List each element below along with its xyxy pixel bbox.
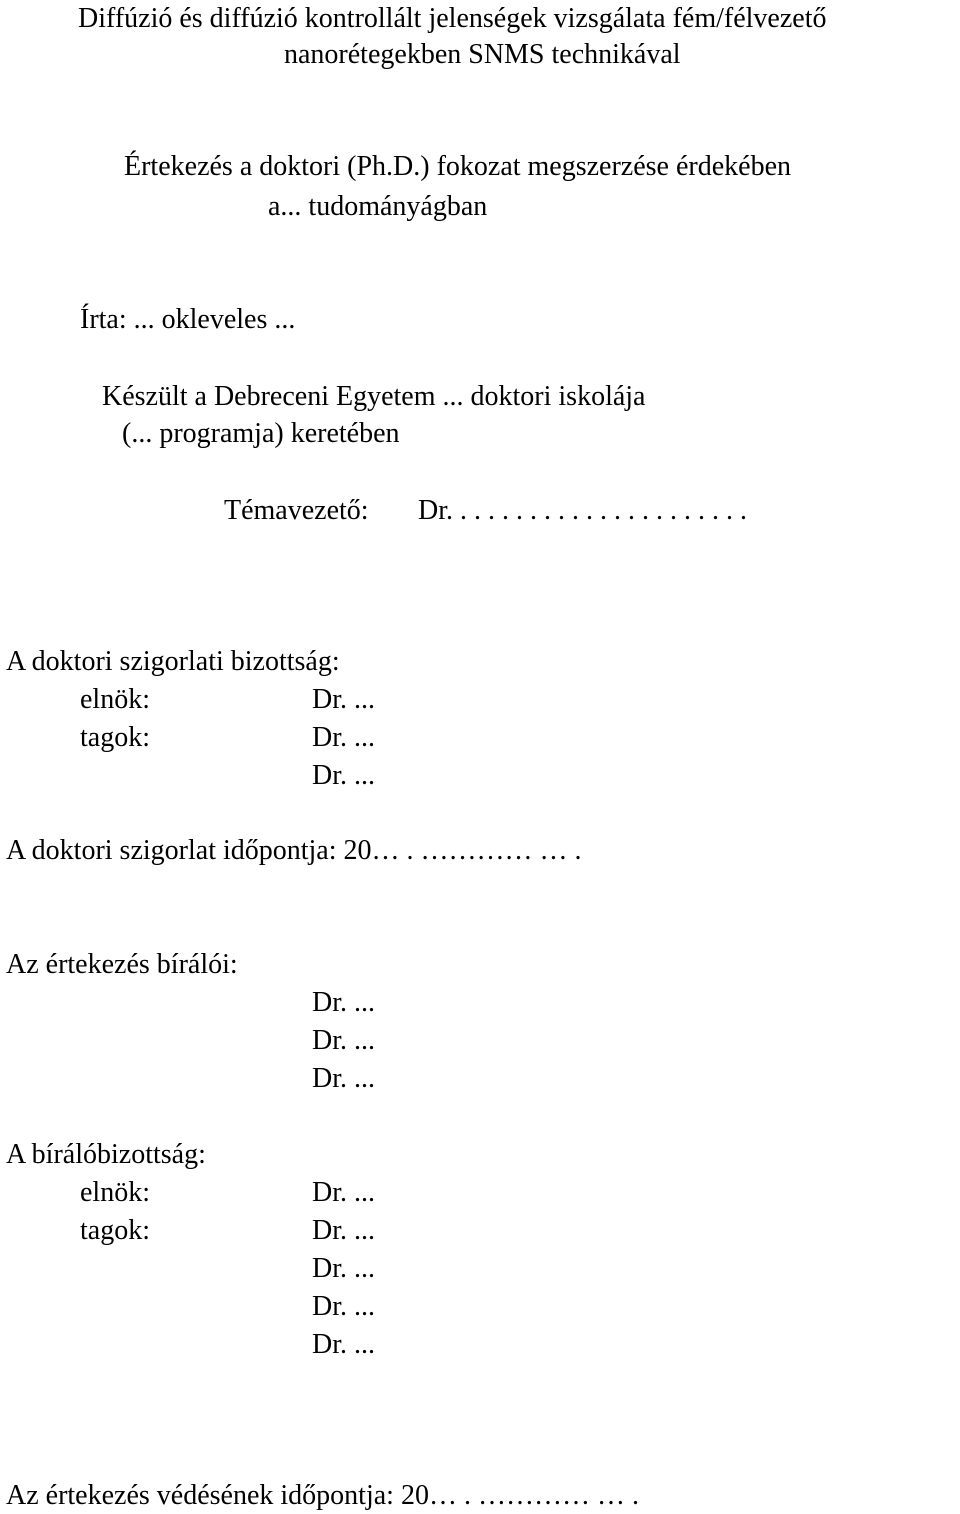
review-committee-heading: A bírálóbizottság: xyxy=(6,1139,206,1170)
supervisor-value: Dr. . . . . . . . . . . . . . . . . . . . . . xyxy=(418,495,747,526)
review-committee-name: Dr. ... xyxy=(312,1329,375,1360)
made-at-line-1: Készült a Debreceni Egyetem ... doktori iskolája xyxy=(102,381,646,412)
dissertation-line-2: a... tudományágban xyxy=(268,191,488,222)
dissertation-line-1: Értekezés a doktori (Ph.D.) fokozat megszerzése érdekében xyxy=(124,151,792,182)
review-committee-name: Dr. ... xyxy=(312,1215,375,1246)
title-line-2: nanorétegekben SNMS technikával xyxy=(284,39,681,70)
exam-committee-name: Dr. ... xyxy=(312,684,375,715)
review-committee-name: Dr. ... xyxy=(312,1253,375,1284)
review-committee-name: Dr. ... xyxy=(312,1177,375,1208)
exam-committee-name: Dr. ... xyxy=(312,722,375,753)
exam-committee-role-members: tagok: xyxy=(80,722,150,753)
review-committee-role-chair: elnök: xyxy=(80,1177,150,1208)
supervisor-label: Témavezető: xyxy=(224,495,369,526)
review-committee-name: Dr. ... xyxy=(312,1291,375,1322)
exam-date-line: A doktori szigorlat időpontja: 20… . ………… … . xyxy=(6,835,582,866)
defense-date-line: Az értekezés védésének időpontja: 20… . ………… … . xyxy=(6,1480,639,1511)
made-at-line-2: (... programja) keretében xyxy=(122,418,400,449)
exam-committee-role-chair: elnök: xyxy=(80,684,150,715)
reviewers-heading: Az értekezés bírálói: xyxy=(6,949,238,980)
reviewer-name: Dr. ... xyxy=(312,1025,375,1056)
reviewer-name: Dr. ... xyxy=(312,987,375,1018)
author-line: Írta: ... okleveles ... xyxy=(80,304,296,335)
reviewer-name: Dr. ... xyxy=(312,1063,375,1094)
exam-committee-name: Dr. ... xyxy=(312,760,375,791)
review-committee-role-members: tagok: xyxy=(80,1215,150,1246)
exam-committee-heading: A doktori szigorlati bizottság: xyxy=(6,646,340,677)
title-line-1: Diffúzió és diffúzió kontrollált jelenségek vizsgálata fém/félvezető xyxy=(78,3,827,34)
